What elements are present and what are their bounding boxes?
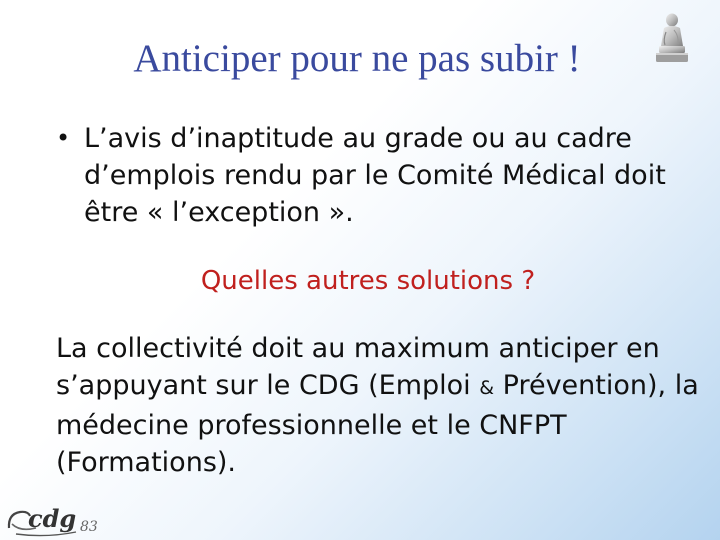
bullet-text: L’avis d’inaptitude au grade ou au cadre d’emplois rendu par le Comité Médical doit être « l’exception ». <box>84 123 666 228</box>
paragraph-part-2: Prévention), la médecine professionnelle et le CNFPT (Formations). <box>56 370 699 478</box>
paragraph-part-1: La collectivité doit au maximum anticiper en s’appuyant sur le CDG (Emploi <box>56 333 660 401</box>
bullet-item <box>56 120 706 231</box>
slide-title <box>0 36 720 81</box>
logo-text: cdg <box>28 504 77 533</box>
logo-number: 83 <box>80 519 98 535</box>
question-text: Quelles autres solutions ? <box>200 266 536 296</box>
body-paragraph <box>56 330 706 481</box>
paragraph-ampersand: & <box>479 377 495 399</box>
cdg-logo <box>6 494 116 538</box>
statue-icon <box>652 12 692 64</box>
question-heading <box>0 266 720 296</box>
slide-title-text: Anticiper pour ne pas subir ! <box>133 37 581 80</box>
bullet-dot: • <box>56 124 71 152</box>
